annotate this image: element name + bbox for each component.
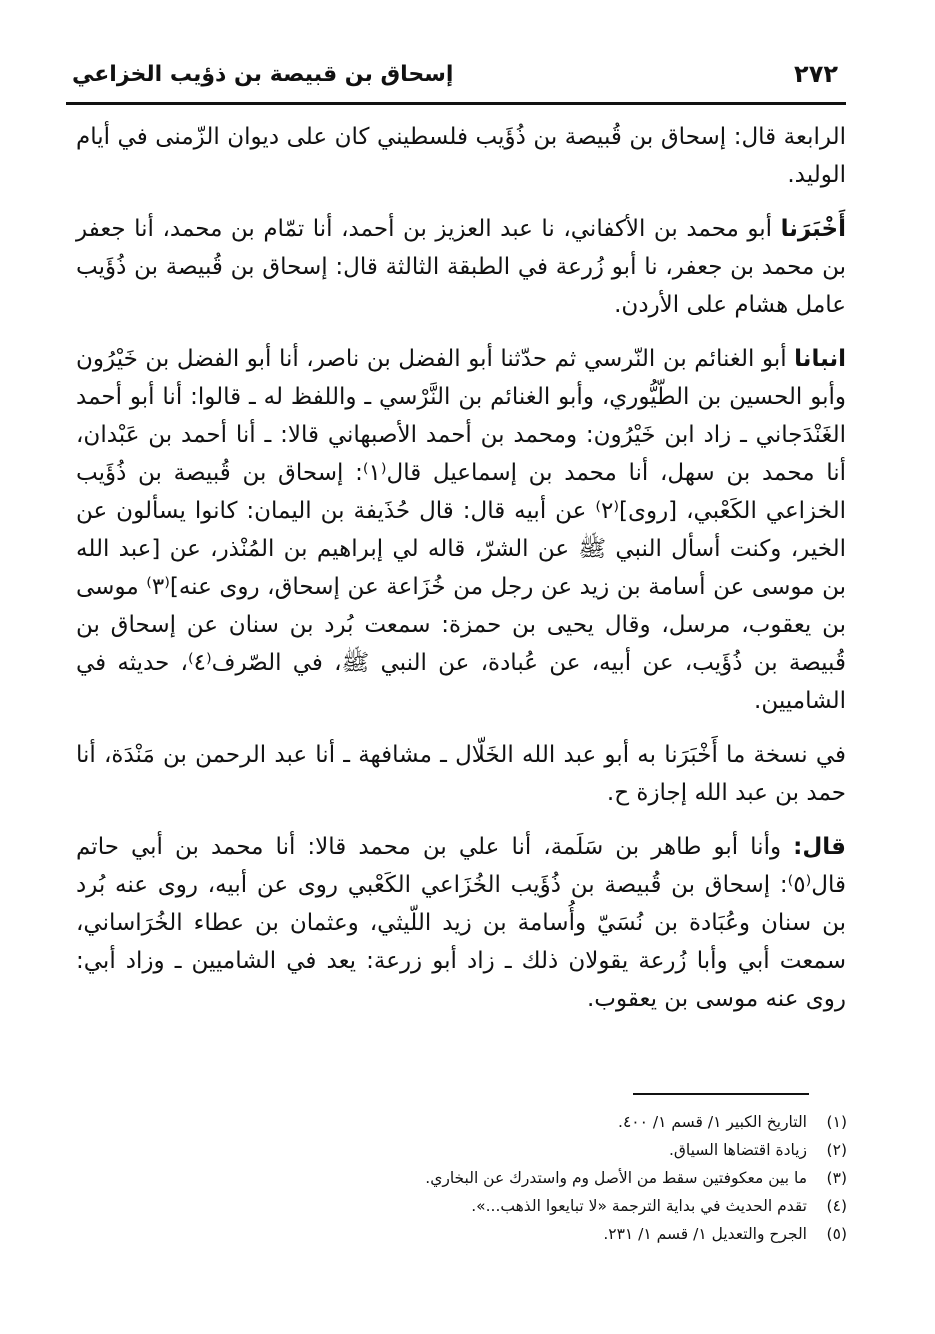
paragraph-text: وأنا أبو طاهر بن سَلَمة، أنا علي بن محمد قالا: أنا محمد بن أبي حاتم قال⁽٥⁾: إسحاق بن قُبيصة بن ذُؤَيب الخُزَاعي الكَعْبي روى عن أبيه، روى عنه بُرد بن سنان وعُبَادة بن نُسَيّ وأُسامة بن زيد اللّيثي، وعثمان بن عطاء الخُرَاساني، سمعت أبي وأبا زُرعة يقولان ذلك ـ زاد أبو زرعة: يعد في الشاميين ـ وزاد أبي: روى عنه موسى بن يعقوب. [76,834,846,1012]
footnote [167,1220,847,1248]
footnotes [167,1108,847,1248]
paragraph-text: في نسخة ما أَخْبَرَنا به أبو عبد الله الخَلّال ـ مشافهة ـ أنا عبد الرحمن بن مَنْدَة، أنا حمد بن عبد الله إجازة ح. [76,742,846,806]
footnote-number: (٣) [826,1169,847,1187]
main-text [76,118,846,1034]
footnote [167,1108,847,1136]
paragraph-text: أبو محمد بن الأكفاني، نا عبد العزيز بن أحمد، أنا تمّام بن محمد، أنا جعفر بن محمد بن جعفر، نا أبو زُرعة في الطبقة الثالثة قال: إسحاق بن قُبيصة بن ذُؤَيب عامل هشام على الأردن. [76,216,846,318]
running-title: إسحاق بن قبيصة بن ذؤيب الخزاعي [72,62,454,87]
paragraph-lead-word: انبانا [794,346,846,372]
paragraph [76,210,846,324]
page-number: ٢٧٢ [794,60,838,88]
footnote [167,1192,847,1220]
footnote-text: تقدم الحديث في بداية الترجمة «لا تبايعوا الذهب...». [471,1197,807,1215]
footnote-text: ما بين معكوفتين سقط من الأصل وم واستدرك عن البخاري. [425,1169,807,1187]
footnote-divider [633,1093,809,1095]
footnote-text: الجرح والتعديل ١/ قسم ١/ ٢٣١. [603,1225,807,1243]
paragraph-text: أبو الغنائم بن النّرسي ثم حدّثنا أبو الفضل بن ناصر، أنا أبو الفضل بن خَيْرُون وأبو الحسين بن الطّيُّوري، وأبو الغنائم بن النَّرْسي ـ واللفظ له ـ قالوا: أنا أبو أحمد الغَنْدَجاني ـ زاد ابن خَيْرُون: ومحمد بن أحمد الأصبهاني قالا: ـ أنا أحمد بن عَبْدان، أنا محمد بن سهل، أنا محمد بن إسماعيل قال⁽١⁾: إسحاق بن قُبيصة بن ذُؤَيب الخزاعي الكَعْبي، [روى]⁽٢⁾ عن أبيه قال: قال حُذَيفة بن اليمان: كانوا يسألون عن الخير، وكنت أسأل النبي ﷺ عن الشرّ، قاله لي إبراهيم بن المُنْذر، عن [عبد الله بن موسى عن أسامة بن زيد عن رجل من خُزَاعة عن إسحاق، روى عنه]⁽٣⁾ موسى بن يعقوب، مرسل، وقال يحيى بن حمزة: سمعت بُرد بن سنان عن إسحاق بن قُبيصة بن ذُؤَيب، عن أبيه، عن عُبادة، عن النبي ﷺ، في الصّرف⁽٤⁾، حديثه في الشاميين. [76,346,846,714]
page-header [66,52,846,105]
paragraph [76,736,846,812]
footnote-number: (٤) [826,1197,847,1215]
paragraph-lead-word: أَخْبَرَنا [780,216,846,242]
footnote-text: زيادة اقتضاها السياق. [668,1141,807,1159]
footnote-text: التاريخ الكبير ١/ قسم ١/ ٤٠٠. [618,1113,807,1131]
paragraph [76,340,846,720]
paragraph-text: الرابعة قال: إسحاق بن قُبيصة بن ذُؤَيب فلسطيني كان على ديوان الزّمنى في أيام الوليد. [76,124,846,188]
footnote-number: (١) [826,1113,847,1131]
paragraph-lead-word: قال: [793,834,846,860]
paragraph [76,828,846,1018]
paragraph [76,118,846,194]
footnote-number: (٢) [826,1141,847,1159]
footnote [167,1164,847,1192]
footnote [167,1136,847,1164]
footnote-number: (٥) [826,1225,847,1243]
